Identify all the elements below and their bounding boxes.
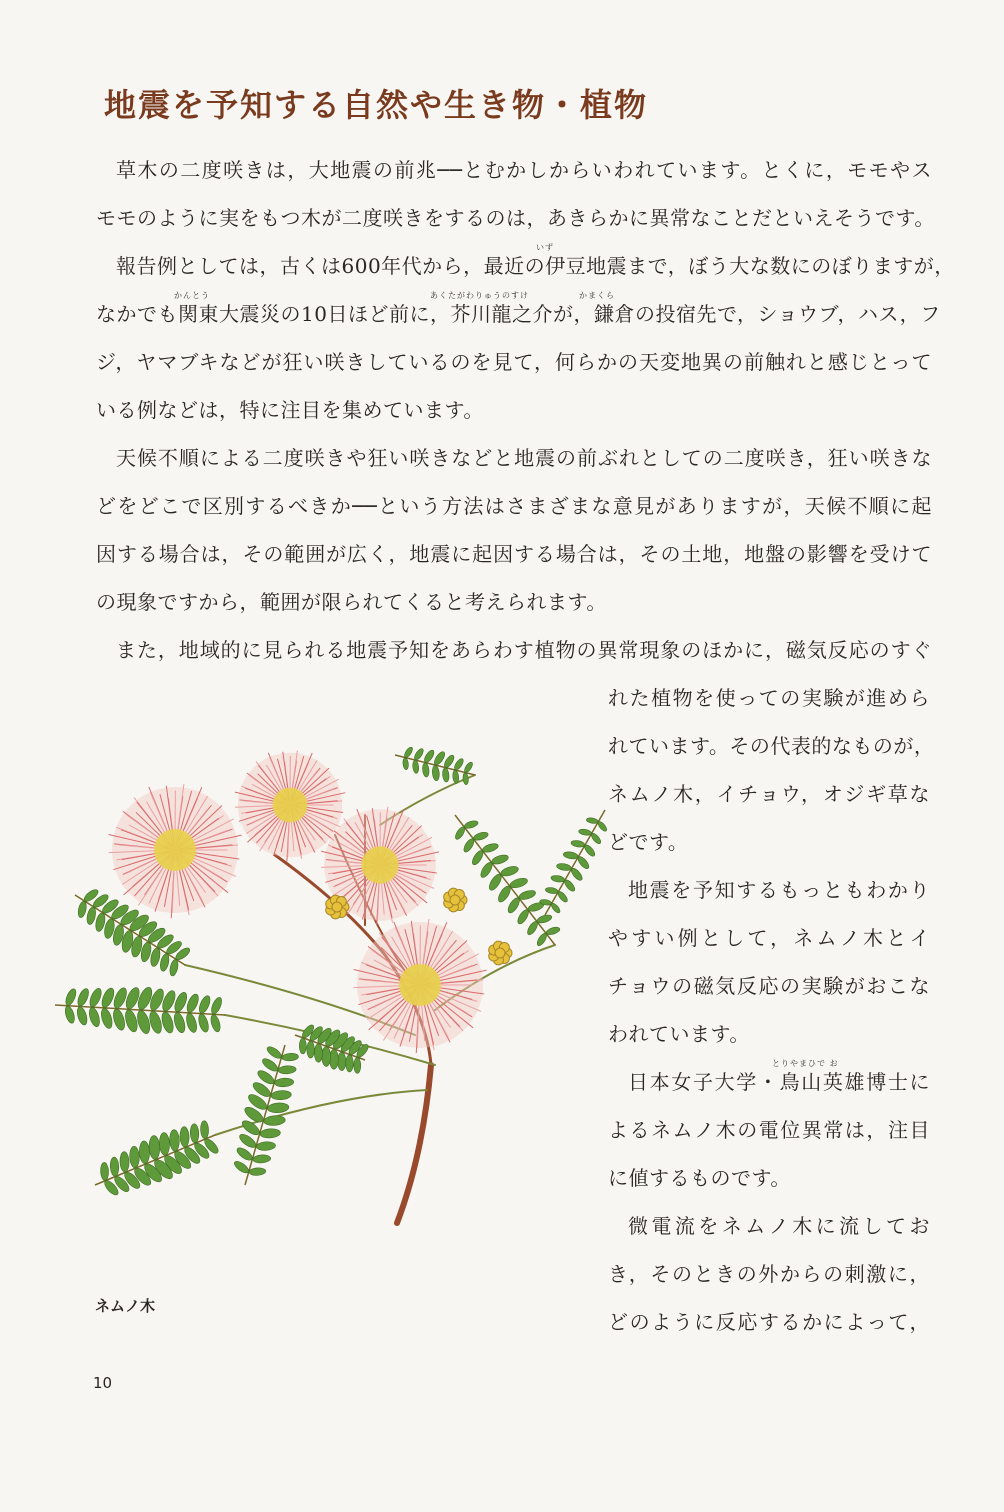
- leaflet: [77, 901, 88, 919]
- leaflet: [563, 851, 579, 860]
- leaflet: [314, 1044, 322, 1062]
- leaflet: [100, 986, 117, 1009]
- right-line-1: れた植物を使っての実験が進めら: [608, 686, 930, 710]
- leaflet: [329, 1049, 338, 1069]
- ruby-toriyama: とりやまひで お: [772, 1059, 839, 1068]
- text-line-11: また，地域的に見られる地震予知をあらわす植物の異常現象のほかに，磁気反応のすぐ: [116, 638, 932, 662]
- leaflet: [256, 1141, 276, 1151]
- leaflet: [442, 768, 450, 783]
- leaflet: [278, 1065, 296, 1074]
- leaflet: [265, 1045, 283, 1061]
- leaflet: [233, 1159, 251, 1175]
- leaflet: [147, 1010, 163, 1035]
- leaflet: [263, 1115, 285, 1126]
- leaflet: [423, 749, 436, 764]
- right-line-11: に値するものです。: [608, 1166, 791, 1190]
- text-line-7: 天候不順による二度咲きや狂い咲きなどと地震の前ぶれとしての二度咲き，狂い咲きな: [116, 446, 932, 470]
- leaflet: [462, 837, 476, 853]
- text-line-6: いる例などは，特に注目を集めています。: [96, 398, 484, 422]
- ruby-kantou: かんとう: [174, 291, 210, 300]
- leaflet: [100, 1162, 109, 1180]
- text-line-8: どをどこで区別するべきか──という方法はさまざまな意見がありますが，天候不順に起: [96, 494, 932, 518]
- text-line-1: 草木の二度咲きは，大地震の前兆──とむかしからいわれています。とくに，モモやス: [116, 158, 932, 182]
- leaflet: [346, 1055, 354, 1072]
- leaflet: [571, 840, 586, 848]
- leaflet: [260, 1128, 281, 1138]
- leaflet: [583, 843, 597, 857]
- leaflet: [249, 1167, 266, 1176]
- leaflet: [87, 1006, 101, 1027]
- leaflet: [139, 1141, 150, 1164]
- leaflet: [556, 890, 569, 903]
- leaflet: [111, 1008, 127, 1032]
- leaflet: [322, 1047, 331, 1067]
- leaflet: [149, 1135, 161, 1159]
- leaflet: [479, 861, 495, 880]
- ruby-akutagawa: あくたがわりゅうのすけ: [430, 291, 529, 300]
- leaflet: [135, 1009, 152, 1035]
- right-line-2: れています。その代表的なものが，: [608, 734, 935, 758]
- leaflet: [470, 849, 485, 867]
- leaflet: [86, 906, 98, 925]
- leaflet: [545, 887, 559, 895]
- leaflet: [535, 932, 548, 947]
- leaflet: [536, 913, 552, 924]
- leaflet: [413, 747, 425, 761]
- leaflet: [160, 1011, 176, 1035]
- leaflet: [190, 1124, 199, 1143]
- leaflet: [403, 746, 414, 759]
- leaflet: [516, 908, 531, 926]
- leaflet: [462, 773, 469, 785]
- ruby-kamakura: かまくら: [579, 291, 615, 300]
- leaflet: [274, 1078, 294, 1088]
- leaflet: [545, 926, 560, 936]
- leaflet: [453, 757, 465, 771]
- leaflet: [169, 1129, 180, 1151]
- leaflet: [75, 1006, 88, 1026]
- right-line-10: よるネムノ木の電位異常は，注目: [608, 1118, 930, 1142]
- leaflet: [235, 1146, 254, 1163]
- leaflet: [200, 1121, 209, 1139]
- leaflet: [99, 1007, 114, 1030]
- leaflet: [120, 1151, 130, 1172]
- frond-rachis: [455, 815, 555, 945]
- leaflet: [338, 1052, 346, 1070]
- leaflet: [110, 1157, 119, 1176]
- text-line-10: の現象ですから，範囲が限られてくると考えられます。: [96, 590, 607, 614]
- leaflet: [578, 828, 592, 836]
- pom-pom-flower: [109, 784, 242, 918]
- leaflet: [88, 987, 104, 1009]
- bud: [332, 902, 342, 912]
- leaflet: [590, 832, 603, 845]
- leaflet: [271, 1090, 292, 1100]
- leaflet: [172, 1011, 187, 1034]
- leaflet: [422, 763, 430, 778]
- leaflet: [452, 770, 459, 784]
- leaflet: [464, 819, 479, 829]
- right-line-8: われています。: [608, 1022, 750, 1046]
- leaflet: [526, 920, 540, 936]
- leaflet: [159, 1132, 170, 1155]
- illustration-caption: ネムノ木: [95, 1297, 156, 1315]
- leaflet: [482, 842, 500, 854]
- leaflet: [354, 1058, 361, 1074]
- right-line-6: やすい例として，ネムノ木とイ: [608, 926, 930, 950]
- leaflet: [307, 1041, 315, 1058]
- leaflet: [185, 992, 201, 1014]
- leaflet: [197, 1013, 210, 1033]
- leaflet: [209, 1014, 222, 1033]
- leaflet: [576, 855, 591, 871]
- leaflet: [169, 959, 180, 977]
- text-line-4: なかでも関東大震災の10日ほど前に，芥川龍之介が，鎌倉の投宿先で，ショウブ，ハス，フ: [96, 302, 941, 326]
- ruby-izu: いず: [536, 243, 554, 252]
- nemunoki-illustration: [35, 715, 610, 1235]
- bud: [450, 895, 460, 905]
- leaflet: [267, 1102, 289, 1113]
- bud: [495, 948, 505, 958]
- leaflet: [500, 865, 520, 878]
- leaflet: [496, 884, 513, 904]
- text-line-3: 報告例としては，古くは600年代から，最近の伊豆地震まで，ぼう大な数にのぼりますが，: [116, 254, 955, 278]
- leaflet: [64, 987, 78, 1006]
- page-number: 10: [93, 1374, 113, 1392]
- leaflet: [550, 902, 562, 914]
- leaflet: [473, 831, 489, 842]
- page-title: 地震を予知する自然や生き物・植物: [104, 86, 649, 124]
- right-line-14: どのように反応するかによって，: [608, 1310, 930, 1334]
- leaflet: [197, 994, 212, 1014]
- text-line-5: ジ，ヤマブキなどが狂い咲きしているのを見て，何らかの天変地異の前触れと感じとって: [96, 350, 932, 374]
- leaflet: [209, 996, 223, 1015]
- right-line-9: 日本女子大学・鳥山英雄博士に: [628, 1070, 930, 1094]
- leaflet: [432, 765, 440, 781]
- right-line-13: き，そのときの外からの刺激に，: [608, 1262, 930, 1286]
- leaflet: [563, 878, 577, 892]
- leaflet: [509, 876, 529, 889]
- leaflet: [185, 1012, 199, 1033]
- leaflet: [491, 853, 510, 866]
- right-line-12: 微電流をネムノ木に流してお: [628, 1214, 930, 1238]
- right-line-4: どです。: [608, 830, 689, 854]
- leaflet: [597, 820, 609, 832]
- leaflet: [253, 1154, 271, 1163]
- right-line-5: 地震を予知するもっともわかり: [628, 878, 930, 902]
- leaflet: [506, 896, 522, 915]
- leaflet: [129, 1146, 140, 1168]
- frond-rachis: [545, 810, 605, 915]
- leaflet: [518, 889, 537, 902]
- leaflet: [402, 758, 409, 770]
- leaflet: [586, 817, 598, 824]
- right-line-3: ネムノ木，イチョウ，オジギ草な: [608, 782, 930, 806]
- leaflet: [64, 1005, 77, 1024]
- leaflet: [123, 1008, 139, 1033]
- leaflet: [299, 1038, 306, 1054]
- leaflet: [556, 862, 572, 871]
- leaflet: [180, 1126, 190, 1147]
- leaflet: [412, 760, 419, 774]
- leaflet: [487, 872, 504, 892]
- text-line-9: 因する場合は，その範囲が広く，地震に起因する場合は，その土地，地盤の影響を受けて: [96, 542, 932, 566]
- leaflet: [463, 761, 474, 774]
- text-line-2: モモのように実をもつ木が二度咲きをするのは，あきらかに異常なことだといえそうです。: [96, 206, 935, 230]
- leaflet: [282, 1053, 299, 1062]
- leaflet: [454, 825, 467, 840]
- leaflet: [569, 867, 584, 883]
- right-line-7: チョウの磁気反応の実験がおこな: [608, 974, 930, 998]
- leaflet: [76, 987, 91, 1007]
- leaflet: [159, 953, 171, 972]
- leaflet: [551, 875, 566, 883]
